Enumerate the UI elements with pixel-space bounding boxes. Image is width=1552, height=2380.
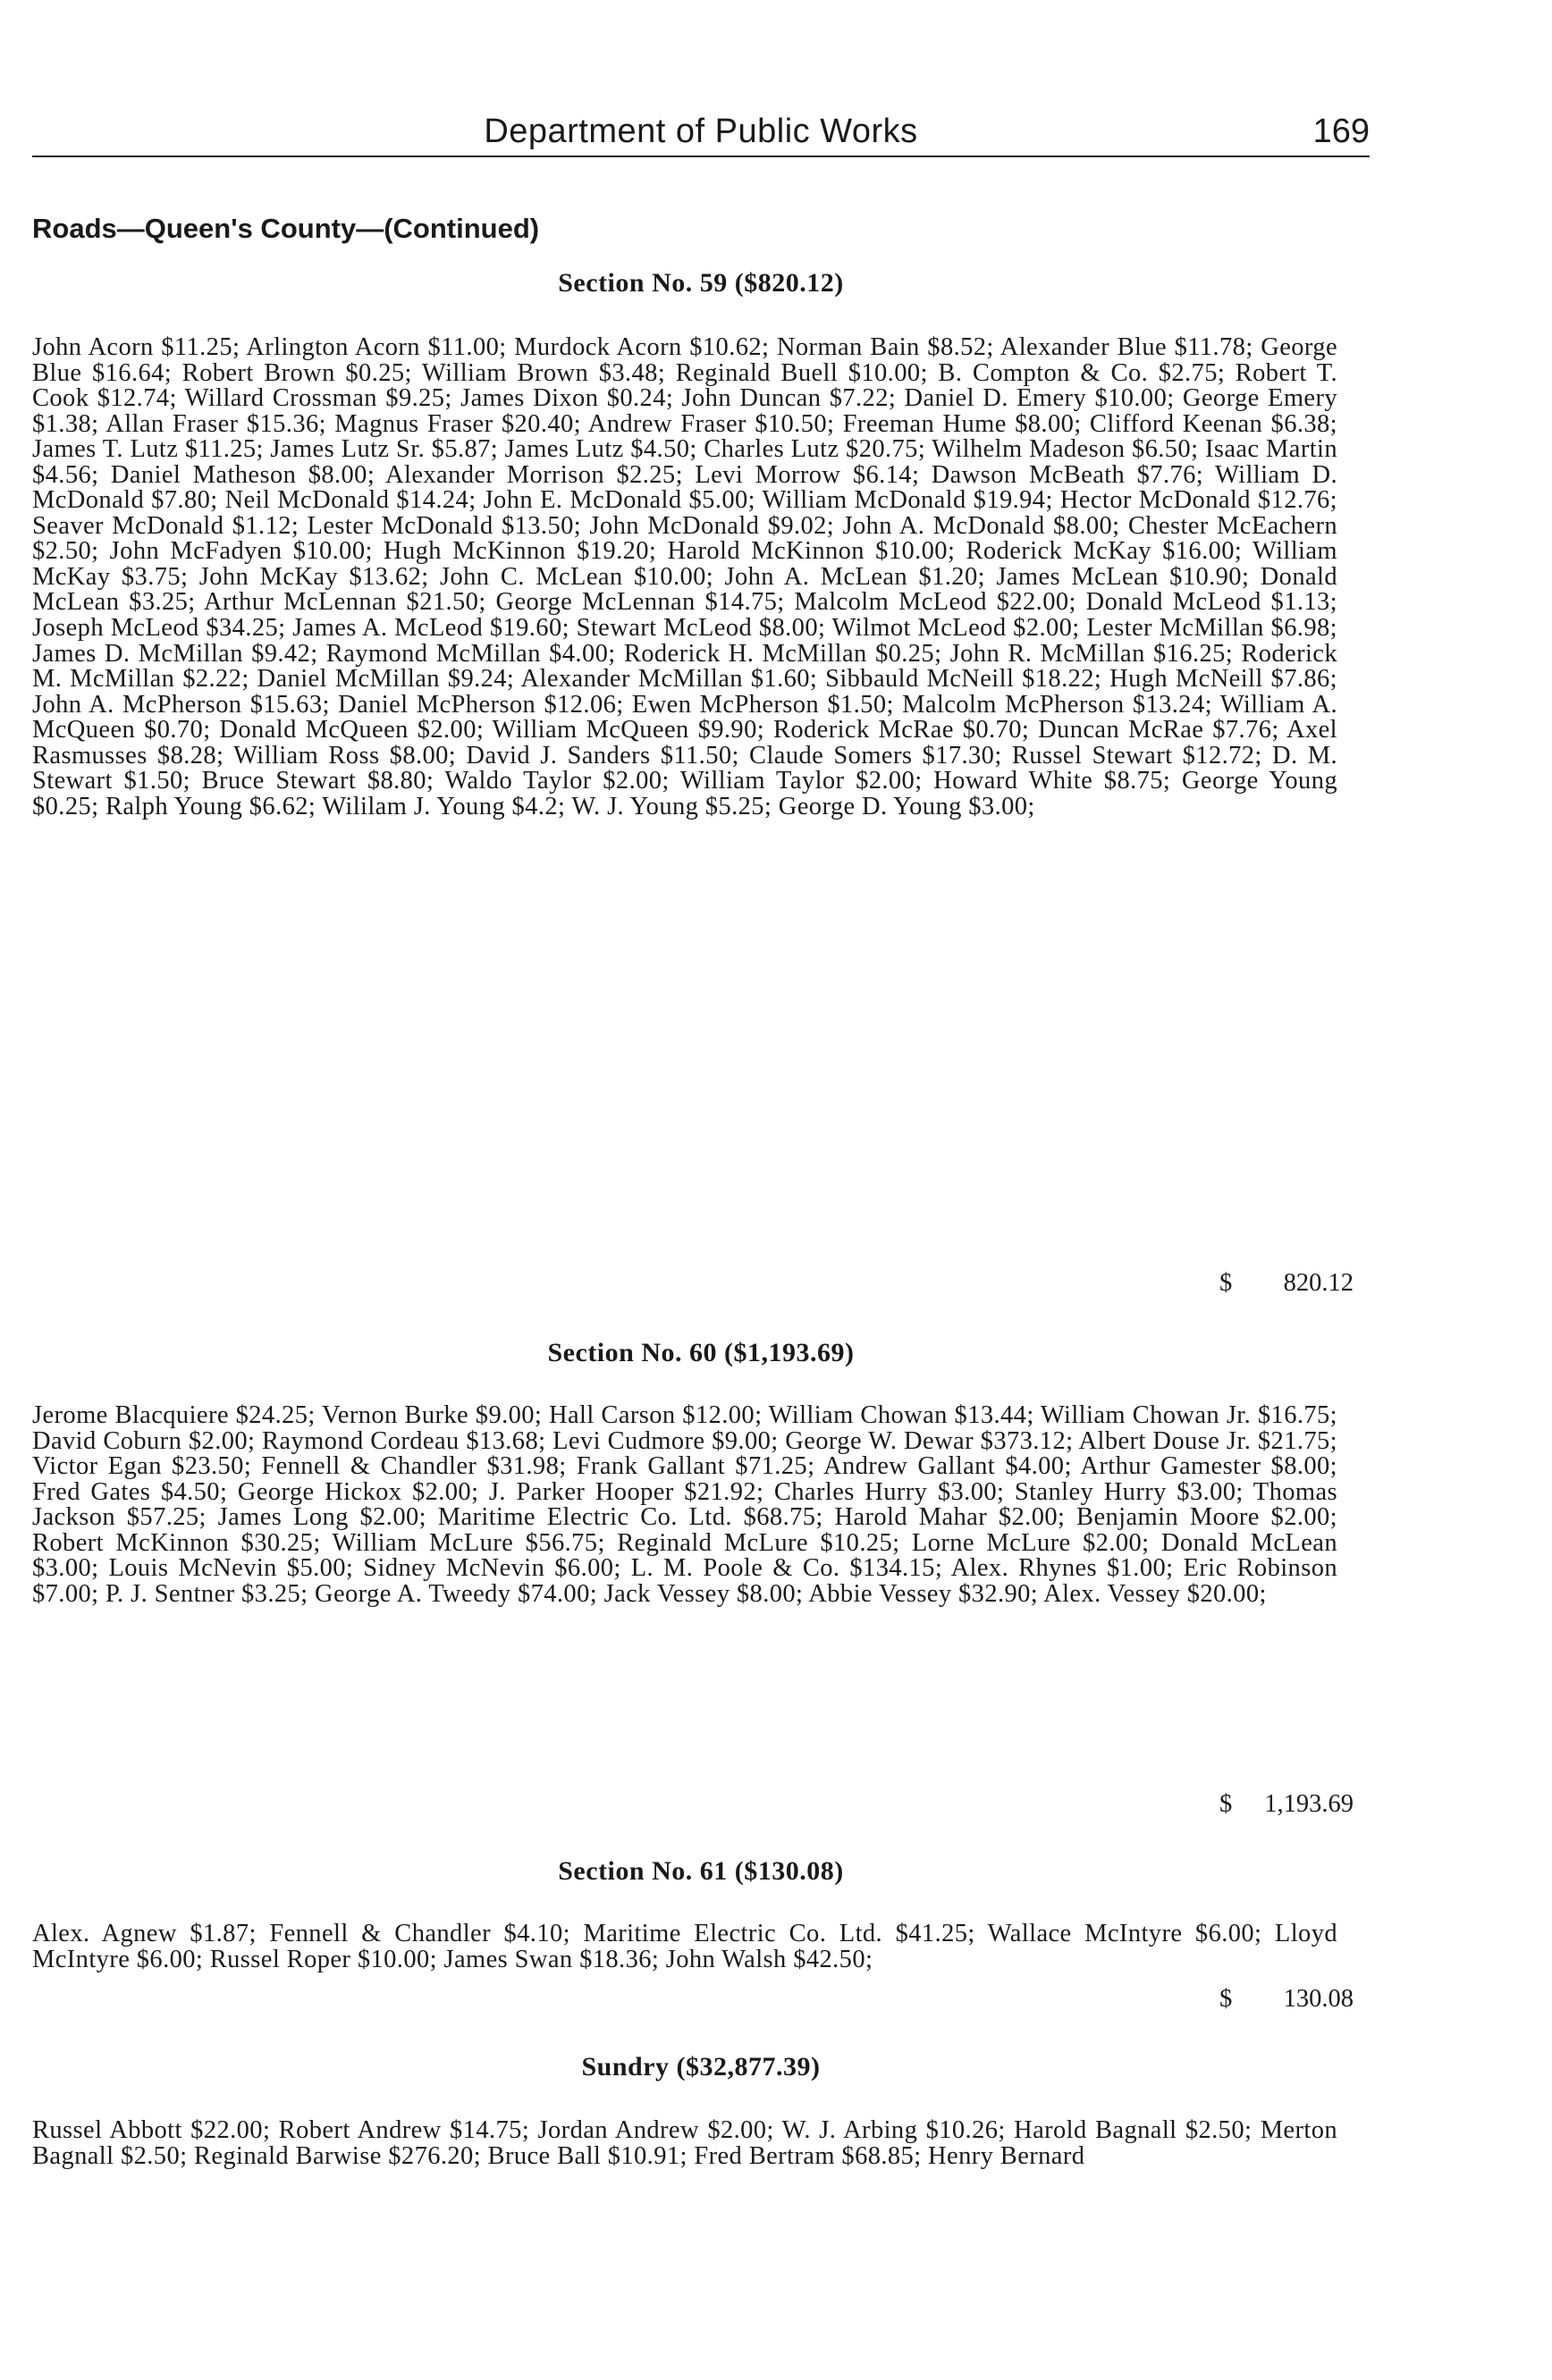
total-currency-symbol: $ bbox=[1219, 1790, 1233, 1818]
section-entries-60: Jerome Blacquiere $24.25; Vernon Burke $9.00; Hall Carson $12.00; William Chowan $13.44; William Chowan Jr. $16.75; David Coburn $2.00; Raymond Cordeau $13.68; Levi Cudmore $9.00; George W. Dewar $373.12; Albert Douse Jr. $21.75; Victor Egan $23.50; Fennell & Chandler $31.98; Frank Gallant $71.25; Andrew Gallant $4.00; Arthur Gamester $8.00; Fred Gates $4.50; George Hickox $2.00; J. Parker Hooper $21.92; Charles Hurry $3.00; Stanley Hurry $3.00; Thomas Jackson $57.25; James Long $2.00; Maritime Electric Co. Ltd. $68.75; Harold Mahar $2.00; Benjamin Moore $2.00; Robert McKinnon $30.25; William McLure $56.75; Reginald McLure $10.25; Lorne McLure $2.00; Donald McLean $3.00; Louis McNevin $5.00; Sidney McNevin $6.00; L. M. Poole & Co. $134.15; Alex. Rhynes $1.00; Eric Robinson $7.00; P. J. Sentner $3.25; George A. Tweedy $74.00; Jack Vessey $8.00; Abbie Vessey $32.90; Alex. Vessey $20.00; bbox=[32, 1401, 1337, 1608]
running-title: Roads—Queen's County—(Continued) bbox=[32, 213, 540, 244]
section-heading-61: Section No. 61 ($130.08) bbox=[558, 1856, 844, 1886]
total-currency-symbol: $ bbox=[1219, 1269, 1233, 1297]
section-entries-sundry: Russel Abbott $22.00; Robert Andrew $14.75; Jordan Andrew $2.00; W. J. Arbing $10.26; Harold Bagnall $2.50; Merton Bagnall $2.50; Reginald Barwise $276.20; Bruce Ball $10.91; Fred Bertram $68.85; Henry Bernard bbox=[32, 2116, 1337, 2170]
total-currency-symbol: $ bbox=[1219, 1985, 1233, 2013]
page-header bbox=[32, 100, 1370, 157]
header-rule bbox=[32, 156, 1370, 157]
section-heading-60: Section No. 60 ($1,193.69) bbox=[547, 1338, 855, 1367]
header-title: Department of Public Works bbox=[484, 113, 918, 150]
section-entries-61: Alex. Agnew $1.87; Fennell & Chandler $4.10; Maritime Electric Co. Ltd. $41.25; Wallace McIntyre $6.00; Lloyd McIntyre $6.00; Russel Roper $10.00; James Swan $18.36; John Walsh $42.50; bbox=[32, 1920, 1337, 1973]
section-heading-sundry: Sundry ($32,877.39) bbox=[581, 2052, 821, 2081]
page-number: 169 bbox=[1312, 113, 1370, 150]
total-value: 130.08 bbox=[1283, 1985, 1354, 2013]
total-value: 820.12 bbox=[1283, 1269, 1354, 1297]
section-heading-59: Section No. 59 ($820.12) bbox=[558, 268, 844, 298]
section-entries-59: John Acorn $11.25; Arlington Acorn $11.00; Murdock Acorn $10.62; Norman Bain $8.52; Alexander Blue $11.78; George Blue $16.64; Robert Brown $0.25; William Brown $3.48; Reginald Buell $10.00; B. Compton & Co. $2.75; Robert T. Cook $12.74; Willard Crossman $9.25; James Dixon $0.24; John Duncan $7.22; Daniel D. Emery $10.00; George Emery $1.38; Allan Fraser $15.36; Magnus Fraser $20.40; Andrew Fraser $10.50; Freeman Hume $8.00; Clifford Keenan $6.38; James T. Lutz $11.25; James Lutz Sr. $5.87; James Lutz $4.50; Charles Lutz $20.75; Wilhelm Madeson $6.50; Isaac Martin $4.56; Daniel Matheson $8.00; Alexander Morrison $2.25; Levi Morrow $6.14; Dawson McBeath $7.76; William D. McDonald $7.80; Neil McDonald $14.24; John E. McDonald $5.00; William McDonald $19.94; Hector McDonald $12.76; Seaver McDonald $1.12; Lester McDonald $13.50; John McDonald $9.02; John A. McDonald $8.00; Chester McEachern $2.50; John McFadyen $10.00; Hugh McKinnon $19.20; Harold McKinnon $10.00; Roderick McKay $16.00; William McKay $3.75; John McKay $13.62; John C. McLean $10.00; John A. McLean $1.20; James McLean $10.90; Donald McLean $3.25; Arthur McLennan $21.50; George McLennan $14.75; Malcolm McLeod $22.00; Donald McLeod $1.13; Joseph McLeod $34.25; James A. McLeod $19.60; Stewart McLeod $8.00; Wilmot McLeod $2.00; Lester McMillan $6.98; James D. McMillan $9.42; Raymond McMillan $4.00; Roderick H. McMillan $0.25; John R. McMillan $16.25; Roderick M. McMillan $2.22; Daniel McMillan $9.24; Alexander McMillan $1.60; Sibbauld McNeill $18.22; Hugh McNeill $7.86; John A. McPherson $15.63; Daniel McPherson $12.06; Ewen McPherson $1.50; Malcolm McPherson $13.24; William A. McQueen $0.70; Donald McQueen $2.00; William McQueen $9.90; Roderick McRae $0.70; Duncan McRae $7.76; Axel Rasmusses $8.28; William Ross $8.00; David J. Sanders $11.50; Claude Somers $17.30; Russel Stewart $12.72; D. M. Stewart $1.50; Bruce Stewart $8.80; Waldo Taylor $2.00; William Taylor $2.00; Howard White $8.75; George Young $0.25; Ralph Young $6.62; Wililam J. Young $4.2; W. J. Young $5.25; George D. Young $3.00; bbox=[32, 333, 1337, 820]
total-value: 1,193.69 bbox=[1264, 1790, 1354, 1818]
